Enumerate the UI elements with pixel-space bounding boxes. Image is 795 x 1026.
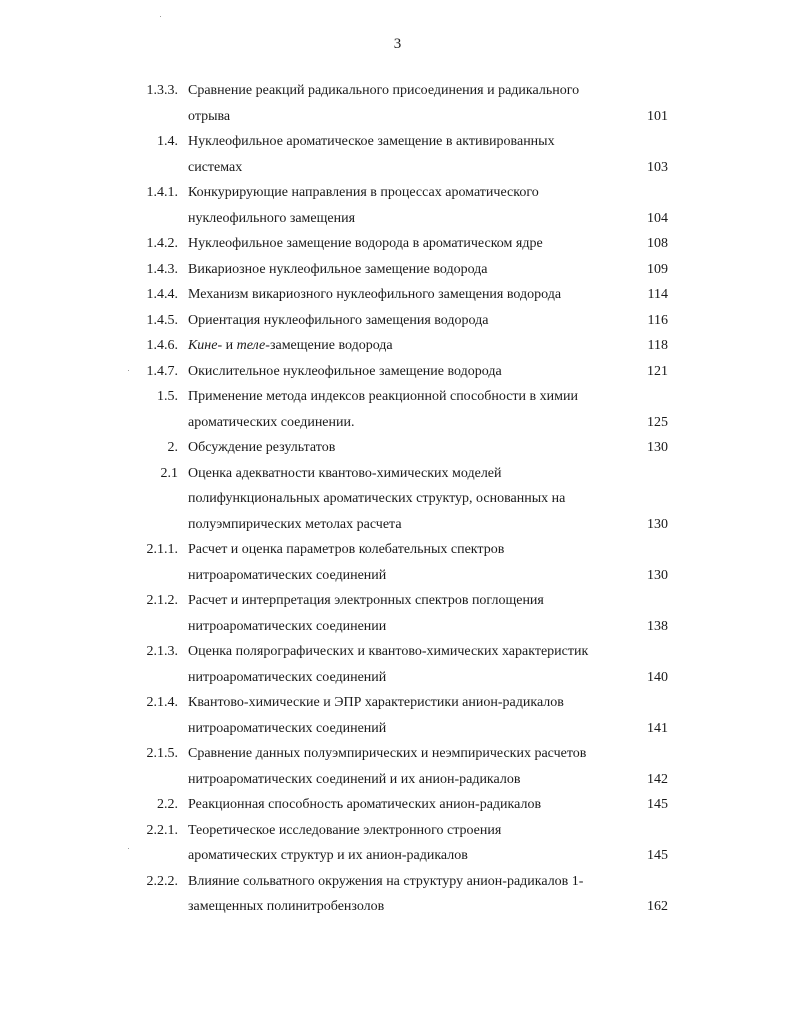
toc-title-part: -замещение водорода xyxy=(265,338,393,353)
toc-line xyxy=(0,588,795,614)
toc-section-number: 1.4.7. xyxy=(146,363,178,379)
toc-line xyxy=(0,665,795,691)
toc-line xyxy=(0,639,795,665)
toc-line xyxy=(0,512,795,538)
toc-page-number: 108 xyxy=(647,236,668,251)
toc-title-part: - и xyxy=(217,338,237,353)
toc-title: ароматических соединении. xyxy=(188,414,355,430)
toc-entry xyxy=(0,282,795,308)
toc-line xyxy=(0,614,795,640)
toc-title: Применение метода индексов реакционной способности в химии xyxy=(188,389,578,404)
toc-line xyxy=(0,792,795,818)
toc-line xyxy=(0,716,795,742)
toc-entry xyxy=(0,792,795,818)
toc-line xyxy=(0,78,795,104)
toc-section-number: 1.4. xyxy=(157,134,178,149)
toc-section-number: 1.4.4. xyxy=(146,287,178,302)
toc-page-number: 142 xyxy=(647,771,668,787)
toc-page-number: 130 xyxy=(647,567,668,583)
toc-line xyxy=(0,894,795,920)
toc-title: Нуклеофильное замещение водорода в ароматическом ядре xyxy=(188,236,543,251)
toc-section-number: 2.2.1. xyxy=(146,822,178,838)
toc-title: Сравнение данных полуэмпирических и неэмпирических расчетов xyxy=(188,746,587,761)
toc-line xyxy=(0,155,795,181)
toc-line xyxy=(0,563,795,589)
toc-title: отрыва xyxy=(188,108,231,124)
toc-entry xyxy=(0,308,795,334)
toc-entry xyxy=(0,537,795,588)
toc-line xyxy=(0,741,795,767)
toc-page-number: 162 xyxy=(647,899,668,914)
toc-title: Нуклеофильное ароматическое замещение в активированных xyxy=(188,134,555,149)
toc-title: замещенных полинитробензолов xyxy=(188,899,385,914)
toc-entry xyxy=(0,588,795,639)
toc-entry xyxy=(0,690,795,741)
table-of-contents xyxy=(0,78,795,920)
toc-title-part: Кине xyxy=(188,338,218,353)
toc-line xyxy=(0,129,795,155)
toc-line xyxy=(0,333,795,359)
toc-section-number: 1.4.6. xyxy=(146,338,178,353)
toc-line xyxy=(0,435,795,461)
toc-section-number: 2.2. xyxy=(157,797,178,812)
toc-section-number: 1.4.5. xyxy=(146,312,178,328)
toc-line xyxy=(0,359,795,385)
toc-title: Теоретическое исследование электронного строения xyxy=(188,822,502,838)
toc-title: Влияние сольватного окружения на структуру анион-радикалов 1- xyxy=(188,873,584,889)
page-number: 3 xyxy=(393,36,402,52)
toc-entry xyxy=(0,359,795,385)
toc-title: Конкурирующие направления в процессах ароматического xyxy=(188,185,539,200)
toc-page-number: 118 xyxy=(647,338,668,353)
toc-entry xyxy=(0,461,795,538)
toc-page-number: 141 xyxy=(647,720,668,736)
toc-title: Реакционная способность ароматических анион-радикалов xyxy=(188,797,542,812)
toc-line xyxy=(0,282,795,308)
toc-entry xyxy=(0,435,795,461)
toc-page-number: 104 xyxy=(647,210,668,226)
scan-speck xyxy=(160,16,161,17)
toc-line xyxy=(0,180,795,206)
toc-section-number: 2.1.1. xyxy=(146,542,178,557)
toc-page-number: 109 xyxy=(647,261,668,277)
toc-title: Окислительное нуклеофильное замещение водорода xyxy=(188,363,502,379)
toc-line xyxy=(0,690,795,716)
toc-line xyxy=(0,818,795,844)
toc-entry xyxy=(0,257,795,283)
toc-section-number: 1.4.3. xyxy=(146,261,178,277)
toc-line xyxy=(0,231,795,257)
toc-line xyxy=(0,257,795,283)
toc-title: нитроароматических соединении xyxy=(188,618,387,634)
toc-entry xyxy=(0,180,795,231)
toc-line xyxy=(0,843,795,869)
toc-title: Обсуждение результатов xyxy=(188,440,336,455)
toc-title: Механизм викариозного нуклеофильного замещения водорода xyxy=(188,287,562,302)
toc-line xyxy=(0,384,795,410)
toc-entry xyxy=(0,818,795,869)
toc-page-number: 130 xyxy=(647,440,668,455)
toc-section-number: 2.1.2. xyxy=(146,593,178,608)
toc-page-number: 103 xyxy=(647,159,668,175)
toc-page-number: 125 xyxy=(647,414,668,430)
toc-page-number: 145 xyxy=(647,797,668,812)
toc-section-number: 2. xyxy=(167,440,178,455)
toc-line xyxy=(0,206,795,232)
toc-entry xyxy=(0,129,795,180)
toc-section-number: 2.1 xyxy=(160,465,178,481)
toc-section-number: 2.1.3. xyxy=(146,644,178,659)
toc-section-number: 1.5. xyxy=(157,389,178,404)
toc-page-number: 116 xyxy=(647,312,668,328)
toc-title: полуэмпирических метолах расчета xyxy=(188,516,402,532)
toc-line xyxy=(0,308,795,334)
toc-title: нитроароматических соединений xyxy=(188,669,387,685)
toc-entry xyxy=(0,231,795,257)
toc-section-number: 2.1.4. xyxy=(146,695,178,710)
toc-title: нуклеофильного замещения xyxy=(188,210,356,226)
toc-entry xyxy=(0,78,795,129)
toc-title: нитроароматических соединений xyxy=(188,720,387,736)
toc-section-number: 1.4.2. xyxy=(146,236,178,251)
toc-page-number: 130 xyxy=(647,516,668,532)
toc-page-number: 140 xyxy=(647,669,668,685)
toc-title: полифункциональных ароматических структур, основанных на xyxy=(188,491,566,506)
toc-title: ароматических структур и их анион-радикалов xyxy=(188,848,468,863)
toc-entry xyxy=(0,384,795,435)
toc-entry xyxy=(0,869,795,920)
toc-title: Викариозное нуклеофильное замещение водорода xyxy=(188,261,488,277)
toc-title: Оценка полярографических и квантово-химических характеристик xyxy=(188,644,589,659)
toc-title: Ориентация нуклеофильного замещения водорода xyxy=(188,312,489,328)
toc-section-number: 2.1.5. xyxy=(146,746,178,761)
toc-entry xyxy=(0,741,795,792)
toc-title: Сравнение реакций радикального присоединения и радикального xyxy=(188,83,580,98)
toc-line xyxy=(0,869,795,895)
toc-title: Расчет и оценка параметров колебательных спектров xyxy=(188,542,505,557)
toc-page-number: 121 xyxy=(647,363,668,379)
toc-title: Оценка адекватности квантово-химических моделей xyxy=(188,465,502,481)
toc-line xyxy=(0,410,795,436)
toc-title: Расчет и интерпретация электронных спектров поглощения xyxy=(188,593,544,608)
toc-section-number: 1.4.1. xyxy=(146,185,178,200)
toc-title: системах xyxy=(188,159,243,175)
toc-title: нитроароматических соединений и их анион-радикалов xyxy=(188,771,521,787)
toc-line xyxy=(0,537,795,563)
toc-line xyxy=(0,767,795,793)
toc-line xyxy=(0,486,795,512)
toc-title: нитроароматических соединений xyxy=(188,567,387,583)
toc-section-number: 2.2.2. xyxy=(146,873,178,889)
toc-page-number: 145 xyxy=(647,848,668,863)
toc-title-part: теле xyxy=(236,338,266,353)
toc-line xyxy=(0,104,795,130)
toc-page-number: 114 xyxy=(647,287,668,302)
toc-entry xyxy=(0,333,795,359)
toc-page-number: 138 xyxy=(647,618,668,634)
toc-line xyxy=(0,461,795,487)
toc-title xyxy=(188,333,393,359)
toc-entry xyxy=(0,639,795,690)
toc-section-number: 1.3.3. xyxy=(146,83,178,98)
toc-title: Квантово-химические и ЭПР характеристики анион-радикалов xyxy=(188,695,564,710)
toc-page-number: 101 xyxy=(647,108,668,124)
